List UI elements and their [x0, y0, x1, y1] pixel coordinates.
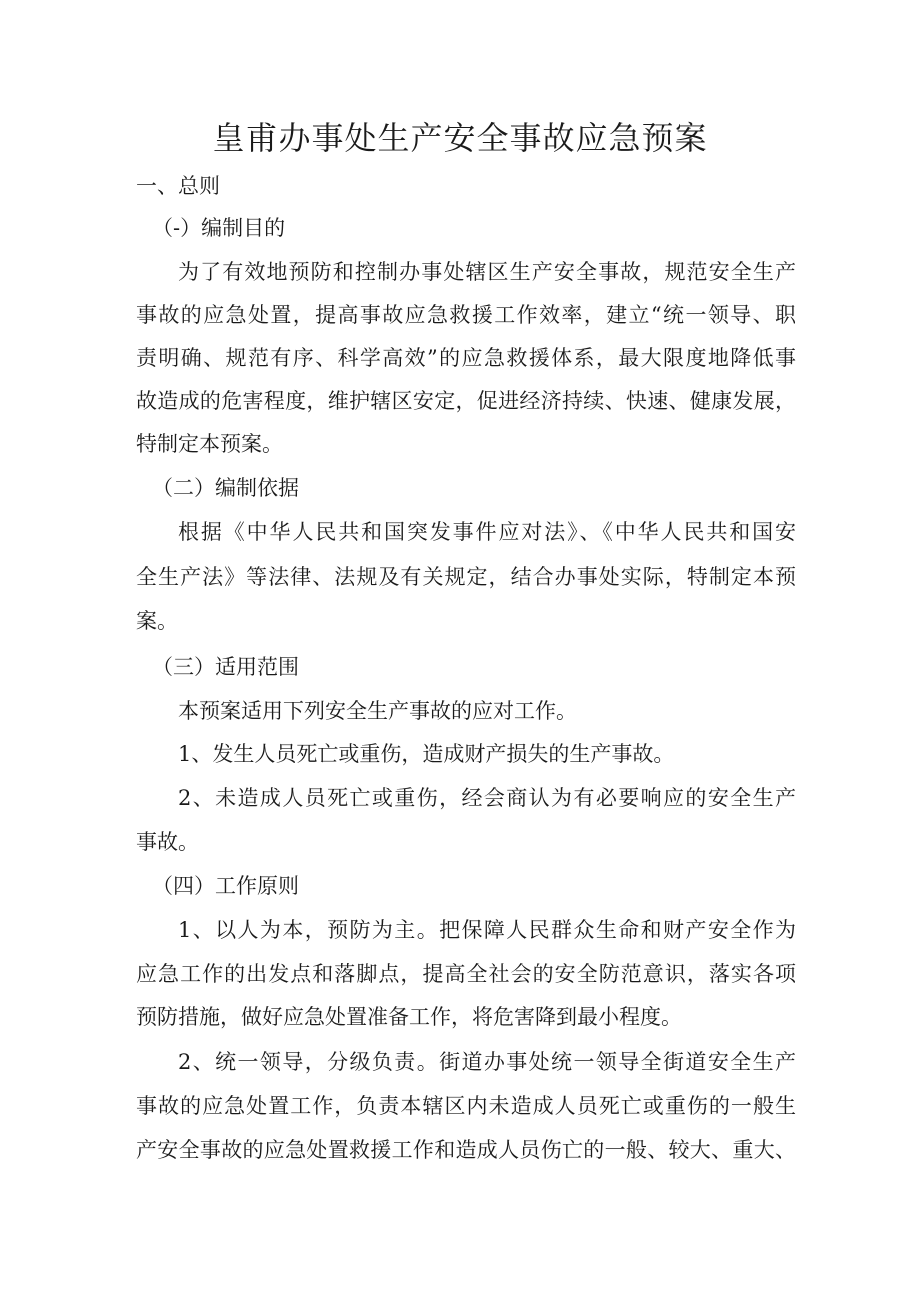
paragraph-line: 本预案适用下列安全生产事故的应对工作。 [178, 699, 577, 723]
paragraph-line: 全生产法》等法律、法规及有关规定，结合办事处实际，特制定本预 [136, 565, 796, 589]
section-heading-purpose: （-）编制目的 [152, 216, 286, 240]
list-item: 2、统一领导，分级负责。街道办事处统一领导全街道安全生产 [178, 1050, 796, 1074]
document-title: 皇甫办事处生产安全事故应急预案 [212, 119, 708, 157]
list-item: 1、发生人员死亡或重伤，造成财产损失的生产事故。 [178, 742, 675, 766]
paragraph-line: 案。 [136, 609, 178, 633]
paragraph-line: 责明确、规范有序、科学高效”的应急救援体系，最大限度地降低事 [136, 346, 796, 370]
list-item-continuation: 应急工作的出发点和落脚点，提高全社会的安全防范意识，落实各项 [136, 962, 796, 986]
heading-general: 一、总则 [136, 174, 220, 198]
list-item-continuation: 产安全事故的应急处置救援工作和造成人员伤亡的一般、较大、重大、 [136, 1138, 796, 1162]
list-item: 1、以人为本，预防为主。把保障人民群众生命和财产安全作为 [178, 918, 796, 942]
section-heading-basis: （二）编制依据 [152, 476, 299, 500]
list-item-continuation: 预防措施，做好应急处置准备工作，将危害降到最小程度。 [136, 1005, 682, 1029]
paragraph-line: 为了有效地预防和控制办事处辖区生产安全事故，规范安全生产 [178, 260, 796, 284]
list-item-continuation: 事故的应急处置工作，负责本辖区内未造成人员死亡或重伤的一般生 [136, 1094, 796, 1118]
section-heading-scope: （三）适用范围 [152, 655, 299, 679]
list-item-continuation: 事故。 [136, 830, 199, 854]
paragraph-line: 故造成的危害程度，维护辖区安定，促进经济持续、快速、健康发展， [136, 389, 796, 413]
paragraph-line: 事故的应急处置，提高事故应急救援工作效率，建立“统一领导、职 [136, 303, 796, 327]
paragraph-line: 特制定本预案。 [136, 432, 283, 456]
list-item: 2、未造成人员死亡或重伤，经会商认为有必要响应的安全生产 [178, 786, 796, 810]
section-heading-principles: （四）工作原则 [152, 874, 299, 898]
paragraph-line: 根据《中华人民共和国突发事件应对法》、《中华人民共和国安 [178, 520, 796, 544]
